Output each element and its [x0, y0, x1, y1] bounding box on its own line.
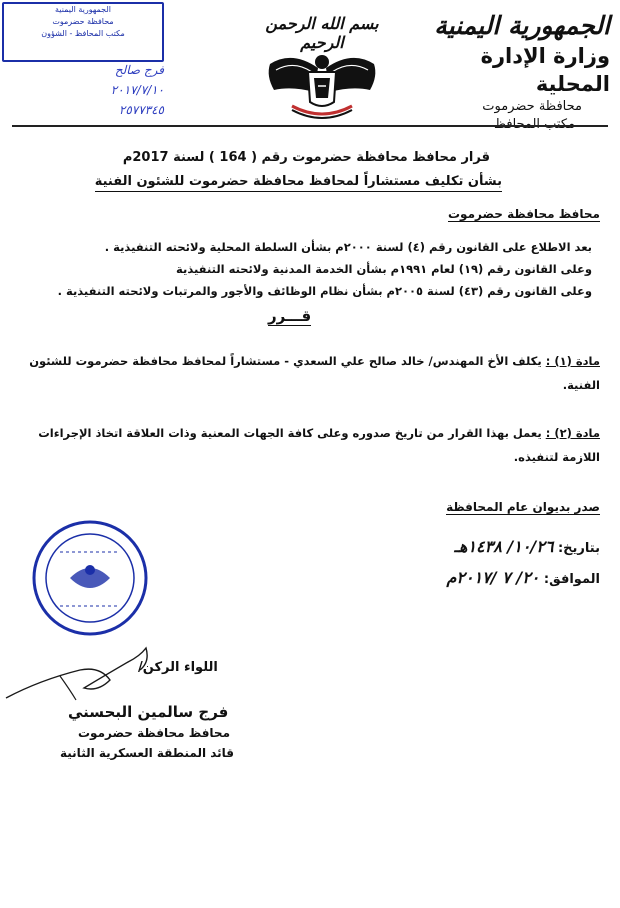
hijri-date: ١٠/٢٦/ ١٤٣٨هـ: [454, 537, 554, 556]
national-emblem-icon: [262, 46, 382, 126]
stamp-name: فرج صالح: [114, 63, 164, 77]
ministry-name: وزارة الإدارة المحلية: [480, 44, 610, 96]
official-seal-icon: [30, 518, 150, 642]
signatory-title-1: محافظ محافظة حضرموت: [78, 726, 231, 740]
recital-3: وعلى القانون رقم (٤٣) لسنة ٢٠٠٥م بشأن نظام الوظائف والأجور والمرتبات ولائحته التنفيذية .: [57, 284, 592, 298]
issued-at: صدر بديوان عام المحافظة: [446, 500, 600, 514]
article-2-label: مادة (٢) :: [545, 426, 600, 440]
gregorian-label: الموافق:: [543, 572, 600, 587]
stamp-line-2: محافظة حضرموت: [52, 17, 114, 26]
date-label: بتاريخ:: [557, 541, 600, 556]
stamp-date: ٢٠١٧/٧/١٠: [110, 83, 164, 97]
basmala: بسم الله الرحمن الرحيم: [265, 14, 379, 52]
stamp-line-1: الجمهورية اليمنية: [54, 5, 111, 14]
governorate-name: محافظة حضرموت: [482, 99, 582, 114]
recital-2: وعلى القانون رقم (١٩) لعام ١٩٩١م بشأن الخدمة المدنية ولائحته التنفيذية: [176, 262, 592, 276]
article-1-text: يكلف الأخ المهندس/ خالد صالح علي السعدي - مستشاراً لمحافظ محافظة حضرموت للشئون الفنية.: [29, 354, 600, 392]
header-divider: [12, 125, 608, 127]
country-name: الجمهورية اليمنية: [434, 11, 610, 40]
signatory-name: فرج سالمين البحسني: [68, 703, 229, 721]
recital-1: بعد الاطلاع على القانون رقم (٤) لسنة ٢٠٠٠م بشأن السلطة المحلية ولائحته التنفيذية .: [104, 240, 592, 254]
article-2: [16, 421, 600, 469]
decision-subject: بشأن تكليف مستشاراً لمحافظ محافظة حضرموت للشئون الفنية: [95, 174, 502, 192]
gregorian-date: ٢٠/ ٧ /٢٠١٧م: [446, 568, 540, 587]
stamp-number: ٢٥٧٧٣٤٥: [118, 103, 164, 117]
letterhead: [420, 10, 610, 134]
authority-heading: محافظ محافظة حضرموت: [447, 207, 600, 221]
article-1: [16, 349, 600, 397]
incoming-stamp: [2, 2, 164, 62]
stamp-line-3: مكتب المحافظ - الشؤون: [41, 29, 125, 38]
article-2-text: يعمل بهذا القرار من تاريخ صدوره وعلى كافة الجهات المعنية وذات العلاقة اتخاذ الإجراءات اللازمة لتنفيذه.: [38, 426, 600, 464]
decides-heading: قـــرر: [268, 307, 312, 325]
incoming-fields: [26, 60, 164, 120]
hijri-date-line: [454, 537, 600, 556]
article-1-label: مادة (١) :: [545, 354, 600, 368]
signatory-rank: اللواء الركن/: [138, 660, 218, 675]
decision-title: قرار محافظ محافظة حضرموت رقم ( 164 ) لسنة 2017م: [122, 150, 490, 165]
gregorian-date-line: [446, 568, 600, 587]
signatory-title-2: قائد المنطقة العسكرية الثانية: [60, 746, 235, 760]
